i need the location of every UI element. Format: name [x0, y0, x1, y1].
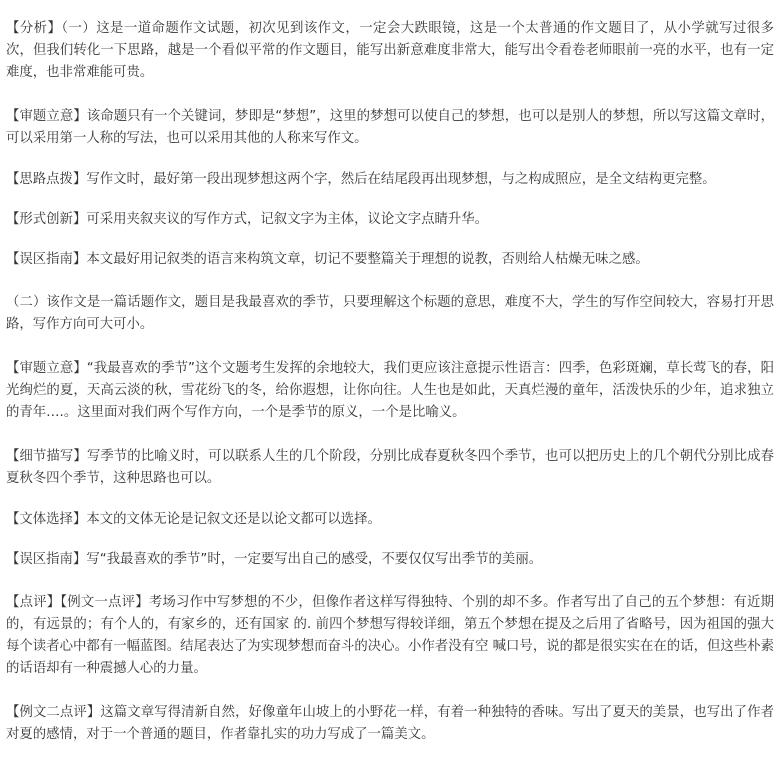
pitfall-guide-paragraph: 【误区指南】本文最好用记叙类的语言来构筑文章，切记不要整篇关于理想的说教，否则给人枯燥无味之感。: [6, 252, 649, 267]
thinking-tips-paragraph: 【思路点拨】写作文时，最好第一段出现梦想这两个字，然后在结尾段再出现梦想，与之构成照应，是全文结构更完整。: [6, 172, 716, 187]
pitfall-guide-two-paragraph: 【误区指南】写“我最喜欢的季节”时，一定要写出自己的感受，不要仅仅写出季节的美丽。: [6, 552, 543, 567]
detail-description-paragraph: 【细节描写】写季节的比喻义时，可以联系人生的几个阶段，分别比成春夏秋冬四个季节，也可以把历史上的几个朝代分别比成春夏秋冬四个季节，这种思路也可以。: [6, 449, 774, 486]
topic-two-intro-paragraph: （二）该作文是一篇话题作文，题目是我最喜欢的季节，只要理解这个标题的意思，难度不大，学生的写作空间较大，容易打开思路，写作方向可大可小。: [6, 295, 774, 332]
topic-two-intent-paragraph: 【审题立意】“我最喜欢的季节”这个文题考生发挥的余地较大，我们更应该注意提示性语言：四季，色彩斑斓，草长莺飞的春，阳光绚烂的夏，天高云淡的秋，雪花纷飞的冬，给你遐想，让你向往。人生也是如此，天真烂漫的童年，活泼快乐的少年，追求独立的青年….。这里面对我们两个写作方向，一个是季节的原义，一个是比喻义。: [6, 361, 774, 420]
analysis-paragraph: 【分析】（一）这是一道命题作文试题，初次见到该作文，一定会大跌眼镜，这是一个太普通的作文题目了，从小学就写过很多次，但我们转化一下思路，越是一个看似平常的作文题目，能写出新意难度非常大，能写出令看卷老师眼前一亮的水平，也有一定难度，也非常难能可贵。: [6, 21, 774, 80]
review-two-paragraph: 【例文二点评】这篇文章写得清新自然，好像童年山坡上的小野花一样，有着一种独特的香味。写出了夏天的美景，也写出了作者对夏的感情，对于一个普通的题目，作者靠扎实的功力写成了一篇美文。: [6, 705, 774, 742]
form-innovation-paragraph: 【形式创新】可采用夹叙夹议的写作方式，记叙文字为主体，议论文字点睛升华。: [6, 212, 489, 227]
review-one-paragraph: 【点评】【例文一点评】考场习作中写梦想的不少，但像作者这样写得独特、个别的却不多。作者写出了自己的五个梦想：有近期的，有远景的；有个人的，有家乡的，还有国家 的. 前四个梦想写得较详细，第五个梦想在提及之后用了省略号，因为祖国的强大每个读者心中都有一幅蓝图。结尾表达了为实现梦想而奋斗的决心。小作者没有空 喊口号，说的都是很实实在在的话，但这些朴素的话语却有一种震撼人心的力量。: [6, 595, 774, 676]
genre-choice-paragraph: 【文体选择】本文的文体无论是记叙文还是以论文都可以选择。: [6, 512, 381, 527]
document-body: [6, 0, 774, 757]
topic-intent-paragraph: 【审题立意】该命题只有一个关键词，梦即是“梦想”，这里的梦想可以使自己的梦想，也可以是别人的梦想，所以写这篇文章时，可以采用第一人称的写法，也可以采用其他的人称来写作文。: [6, 109, 774, 146]
